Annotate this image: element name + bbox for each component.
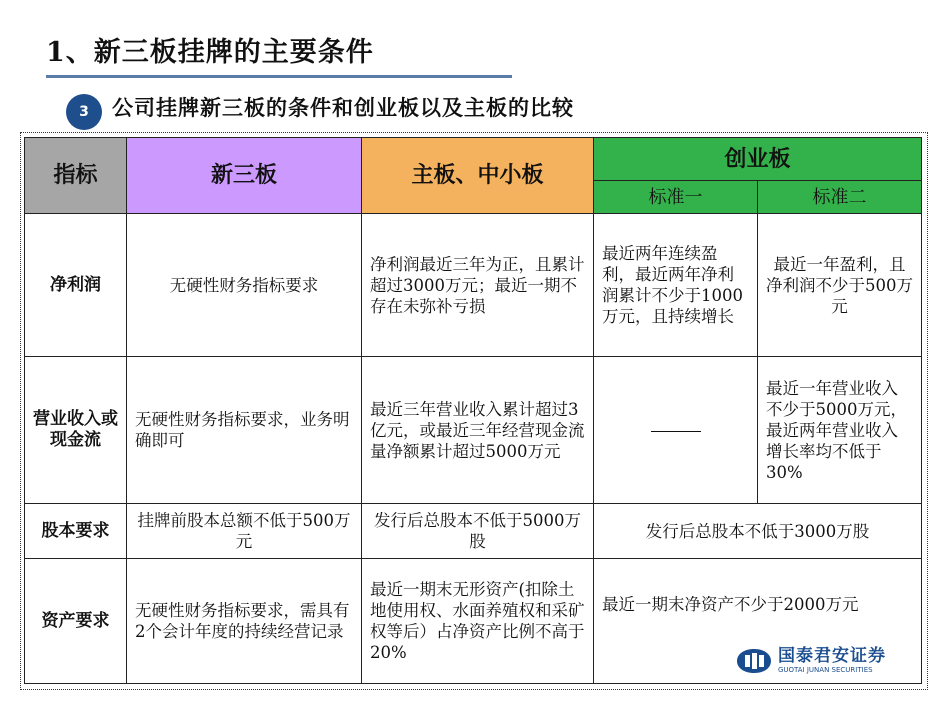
cell-main-board: 最近一期末无形资产(扣除土地使用权、水面养殖权和采矿权等后）占净资产比例不高于20% <box>362 559 594 684</box>
header-main-board: 主板、中小板 <box>362 138 594 214</box>
slide-subtitle: 公司挂牌新三板的条件和创业板以及主板的比较 <box>112 95 574 120</box>
header-row <box>25 138 922 181</box>
cell-gem-standard-2: 最近一年营业收入不少于5000万元，最近两年营业收入增长率均不低于30% <box>758 357 922 504</box>
cell-main-board: 发行后总股本不低于5000万股 <box>362 504 594 559</box>
header-indicator: 指标 <box>25 138 127 214</box>
logo-name-cn: 国泰君安证券 <box>778 646 886 666</box>
row-label: 营业收入或现金流 <box>25 357 127 504</box>
logo-name-en: GUOTAI JUNAN SECURITIES <box>778 666 873 674</box>
cell-gem-standard-1: 最近两年连续盈利，最近两年净利润累计不少于1000万元，且持续增长 <box>594 214 758 357</box>
header-new-third-board: 新三板 <box>127 138 362 214</box>
empty-dash <box>651 431 701 432</box>
cell-new-third-board: 挂牌前股本总额不低于500万元 <box>127 504 362 559</box>
cell-gem-merged: 发行后总股本不低于3000万股 <box>594 504 922 559</box>
cell-main-board: 最近三年营业收入累计超过3亿元，或最近三年经营现金流量净额累计超过5000万元 <box>362 357 594 504</box>
table-row-net-profit <box>25 214 922 357</box>
header-gem: 创业板 <box>594 138 922 181</box>
company-logo <box>736 647 886 675</box>
comparison-table <box>24 137 922 684</box>
cell-gem-merged: 最近一期末净资产不少于2000万元 <box>594 559 922 684</box>
row-label: 资产要求 <box>25 559 127 684</box>
title-underline <box>46 75 512 78</box>
cell-gem-standard-2: 最近一年盈利，且净利润不少于500万元 <box>758 214 922 357</box>
header-gem-standard-2: 标准二 <box>758 181 922 214</box>
slide-title: 1、新三板挂牌的主要条件 <box>46 37 374 68</box>
table-row-share-capital <box>25 504 922 559</box>
row-label: 净利润 <box>25 214 127 357</box>
cell-gem-standard-1 <box>594 357 758 504</box>
row-label: 股本要求 <box>25 504 127 559</box>
header-gem-standard-1: 标准一 <box>594 181 758 214</box>
cell-new-third-board: 无硬性财务指标要求，需具有2个会计年度的持续经营记录 <box>127 559 362 684</box>
cell-main-board: 净利润最近三年为正，且累计超过3000万元；最近一期不存在未弥补亏损 <box>362 214 594 357</box>
table-row-revenue <box>25 357 922 504</box>
logo-mark-icon <box>736 648 772 674</box>
cell-new-third-board: 无硬性财务指标要求 <box>127 214 362 357</box>
bullet-number-badge: 3 <box>66 94 102 130</box>
cell-new-third-board: 无硬性财务指标要求，业务明确即可 <box>127 357 362 504</box>
